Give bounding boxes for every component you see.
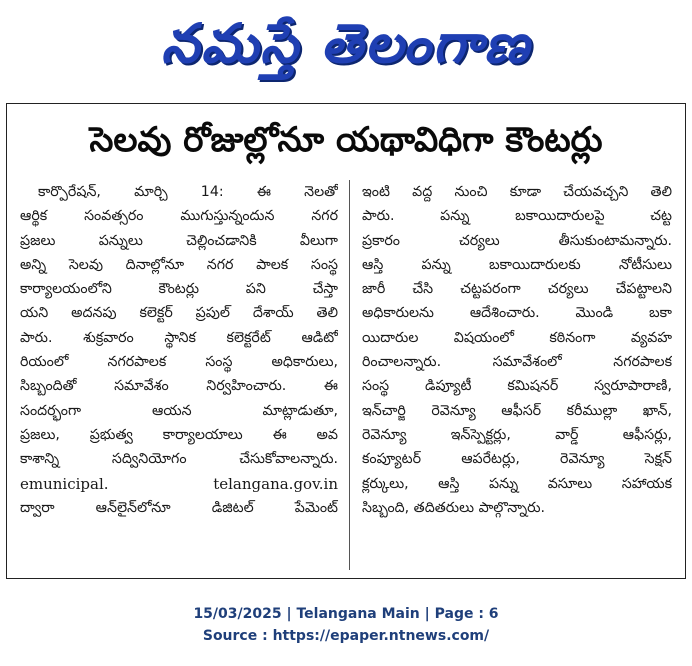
- footer-edition-info: 15/03/2025 | Telangana Main | Page : 6: [193, 606, 499, 622]
- article-line: కంప్యూటర్ ఆపరేటర్లు, రెవెన్యూ సెక్షన్: [362, 451, 672, 468]
- article-line: ప్రజలు, ప్రభుత్వ కార్యాలయాలు ఈ అవ: [20, 426, 338, 443]
- masthead: [0, 0, 692, 100]
- article-headline: సెలవు రోజుల్లోనూ యథావిధిగా కౌంటర్లు: [89, 120, 603, 160]
- article-line: ద్వారా ఆన్‌లైన్‌లోనూ డిజిటల్ పేమెంట్: [20, 499, 338, 516]
- article-line: ఆర్థిక సంవత్సరం ముగుస్తున్నందున నగర: [20, 208, 338, 225]
- footer: [0, 603, 692, 647]
- article-line: రించాలన్నారు. సమావేశంలో నగరపాలక: [362, 354, 672, 371]
- article-line: సిబ్బందితో సమావేశం నిర్వహించారు. ఈ: [20, 378, 338, 395]
- article-line: emunicipal. telangana.gov.in: [20, 474, 338, 493]
- article-line: సిబ్బంది, తదితరులు పాల్గొన్నారు.: [362, 499, 546, 516]
- newspaper-logo: నమస్తే తెలంగాణ: [161, 11, 531, 75]
- article-line: ఆస్తి పన్ను బకాయిదారులకు నోటీసులు: [362, 256, 672, 273]
- article-column-left: [20, 180, 338, 520]
- article-line: రియంలో నగరపాలక సంస్థ అధికారులు,: [20, 354, 338, 371]
- article-line: పారు. శుక్రవారం స్థానిక కలెక్టరేట్ ఆడిటో: [20, 329, 338, 346]
- article-column-right: [362, 180, 672, 520]
- footer-source-link[interactable]: Source : https://epaper.ntnews.com/: [202, 628, 490, 644]
- article-line: ప్రకారం చర్యలు తీసుకుంటామన్నారు.: [362, 232, 672, 249]
- article-line: ఇంటి వద్ద నుంచి కూడా చేయవచ్చని తెలి: [362, 184, 672, 200]
- article-line: సందర్భంగా ఆయన మాట్లాడుతూ,: [20, 402, 338, 419]
- article-line: యిదారుల విషయంలో కఠినంగా వ్యవహ: [362, 329, 672, 346]
- article-line: ఇన్‌చార్జి రెవెన్యూ ఆఫీసర్ కరీముల్లా ఖాన్,: [362, 402, 672, 419]
- article-line: రెవెన్యూ ఇన్‌స్పెక్టర్లు, వార్డ్ ఆఫీసర్లు,: [362, 426, 672, 443]
- article-line: ప్రజలు పన్నులు చెల్లించడానికి వీలుగా: [20, 232, 338, 249]
- article-line: అధికారులను ఆదేశించారు. మొండి బకా: [362, 305, 672, 322]
- article-line: పారు. పన్ను బకాయిదారులపై చట్ట: [362, 208, 672, 225]
- article-line: కార్యాలయంలోని కౌంటర్లు పని చేస్తా: [20, 281, 338, 298]
- article-line: సంస్థ డిప్యూటీ కమిషనర్ స్వరూపారాణి,: [362, 378, 672, 395]
- article-line: కార్పొరేషన్, మార్చి 14: ఈ నెలతో: [38, 184, 338, 200]
- column-divider: [349, 180, 350, 570]
- article-line: క్లర్కులు, ఆస్తి పన్ను వసూలు సహాయక: [362, 475, 672, 492]
- article-line: యని అదనపు కలెక్టర్ ప్రపుల్ దేశాయ్ తెలి: [20, 305, 338, 322]
- article-line: కాశాన్ని సద్వినియోగం చేసుకోవాలన్నారు.: [20, 451, 338, 468]
- article-line: అన్ని సెలవు దినాల్లోనూ నగర పాలక సంస్థ: [20, 256, 338, 273]
- article-line: జారీ చేసి చట్టపరంగా చర్యలు చేపట్టాలని: [362, 281, 672, 298]
